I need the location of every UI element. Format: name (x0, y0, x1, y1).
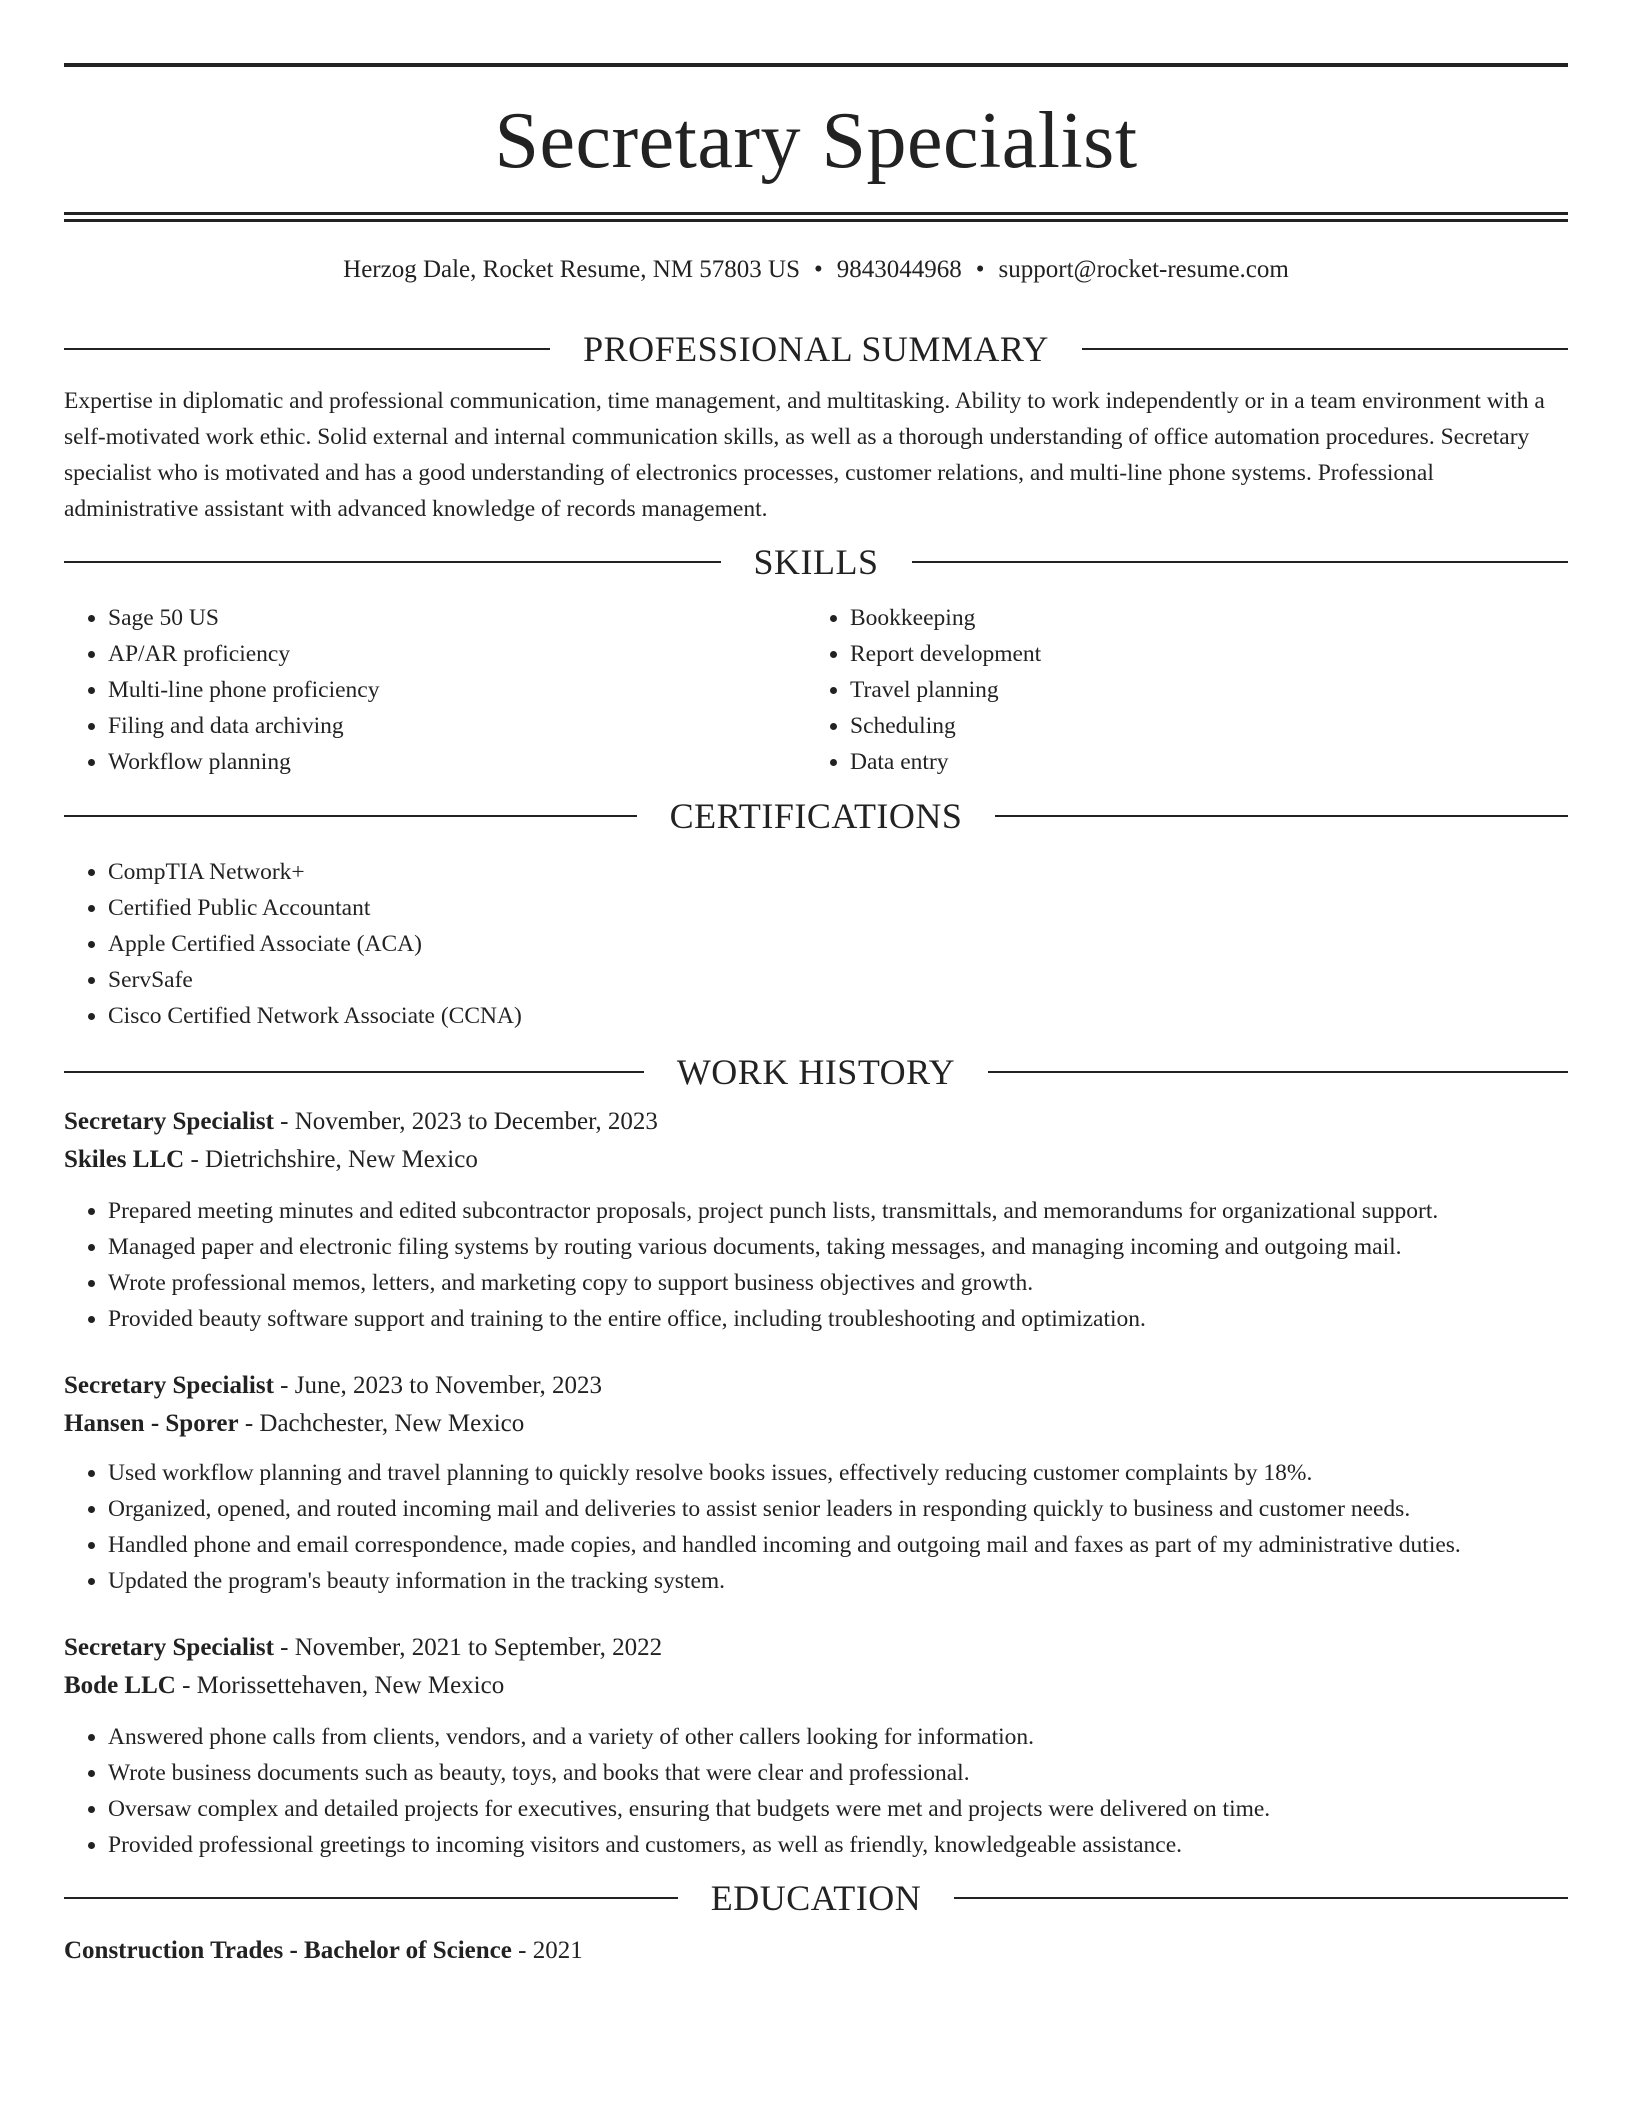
skill-item: • Bookkeeping (850, 600, 1548, 636)
job-bullet: • Used workflow planning and travel planning to quickly resolve books issues, effectively reducing customer complaints by 18%. (108, 1455, 1568, 1491)
job-bullets (64, 1455, 1568, 1599)
job-bullet: • Prepared meeting minutes and edited subcontractor proposals, project punch lists, transmittals, and memorandums for organizational support. (108, 1193, 1568, 1229)
summary-text: Expertise in diplomatic and professional communication, time management, and multitasking. Ability to work independently or in a team environment with a self-motivated work ethic. Solid external and internal communication skills, as well as a thorough understanding of office automation procedures. Secretary specialist who is motivated and has a good understanding of electronics processes, customer relations, and multi-line phone systems. Professional administrative assistant with advanced knowledge of records management. (64, 388, 1545, 522)
skill-item: • Scheduling (850, 708, 1548, 744)
job-title-line: Secretary Specialist - June, 2023 to November, 2023 (64, 1372, 603, 1399)
job-bullet: • Updated the program's beauty information in the tracking system. (108, 1563, 1568, 1599)
job-title: Secretary Specialist (64, 1634, 274, 1661)
skill-item: • Workflow planning (108, 744, 806, 780)
section-heading-skills (64, 542, 1568, 582)
job-bullet: • Managed paper and electronic filing systems by routing various documents, taking messages, and managing incoming and outgoing mail. (108, 1229, 1568, 1265)
section-heading-education (64, 1878, 1568, 1918)
section-title-skills: SKILLS (753, 542, 879, 582)
skill-item: • Multi-line phone proficiency (108, 672, 806, 708)
heading-rule (995, 815, 1568, 817)
contact-separator: • (814, 256, 823, 283)
heading-rule (954, 1897, 1568, 1899)
certification-item: • CompTIA Network+ (108, 854, 1568, 890)
job-company: Skiles LLC (64, 1146, 185, 1173)
job-dates: June, 2023 to November, 2023 (294, 1372, 603, 1399)
certification-item: • Apple Certified Associate (ACA) (108, 926, 1568, 962)
job-bullet: • Provided professional greetings to incoming visitors and customers, as well as friendly, knowledgeable assistance. (108, 1827, 1568, 1863)
section-title-education: EDUCATION (710, 1878, 922, 1918)
skill-item: • Travel planning (850, 672, 1548, 708)
contact-phone: 9843044968 (836, 256, 962, 283)
section-heading-summary (64, 329, 1568, 369)
skill-item: • Report development (850, 636, 1548, 672)
education-degree: Construction Trades - Bachelor of Science (64, 1937, 512, 1964)
job-bullet: • Wrote professional memos, letters, and marketing copy to support business objectives and growth. (108, 1265, 1568, 1301)
job-title-line: Secretary Specialist - November, 2023 to December, 2023 (64, 1108, 658, 1135)
job-bullet: • Wrote business documents such as beauty, toys, and books that were clear and professional. (108, 1755, 1568, 1791)
heading-rule (1082, 348, 1568, 350)
heading-rule (64, 561, 721, 563)
job-dates: November, 2021 to September, 2022 (294, 1634, 663, 1661)
heading-rule (64, 1897, 678, 1899)
skills-list-left (64, 600, 806, 780)
heading-rule (988, 1071, 1568, 1073)
job-bullet: • Answered phone calls from clients, vendors, and a variety of other callers looking for information. (108, 1719, 1568, 1755)
skills-columns (64, 600, 1568, 780)
certifications-list (64, 854, 1568, 1034)
job-company-line: Bode LLC - Morissettehaven, New Mexico (64, 1672, 505, 1699)
section-title-work: WORK HISTORY (676, 1052, 956, 1092)
heading-rule (64, 348, 550, 350)
job-company: Hansen - Sporer (64, 1410, 239, 1437)
job-entry (64, 1629, 1568, 1863)
job-bullet: • Handled phone and email correspondence, made copies, and handled incoming and outgoing mail and faxes as part of my administrative duties. (108, 1527, 1568, 1563)
job-company-line: Skiles LLC - Dietrichshire, New Mexico (64, 1146, 478, 1173)
certification-item: • ServSafe (108, 962, 1568, 998)
skill-item: • Sage 50 US (108, 600, 806, 636)
resume-title: Secretary Specialist (494, 97, 1138, 185)
section-heading-certifications (64, 796, 1568, 836)
heading-rule (64, 1071, 644, 1073)
section-heading-work (64, 1052, 1568, 1092)
contact-address: Herzog Dale, Rocket Resume, NM 57803 US (343, 256, 801, 283)
job-dates: November, 2023 to December, 2023 (294, 1108, 658, 1135)
certification-item: • Cisco Certified Network Associate (CCNA) (108, 998, 1568, 1034)
job-bullet: • Oversaw complex and detailed projects for executives, ensuring that budgets were met and projects were delivered on time. (108, 1791, 1568, 1827)
skill-item: • AP/AR proficiency (108, 636, 806, 672)
contact-email: support@rocket-resume.com (998, 256, 1289, 283)
job-location: Dachchester, New Mexico (259, 1410, 525, 1437)
job-bullet: • Organized, opened, and routed incoming mail and deliveries to assist senior leaders in responding quickly to business and customer needs. (108, 1491, 1568, 1527)
skill-item: • Data entry (850, 744, 1548, 780)
title-double-rule (64, 212, 1568, 222)
job-title: Secretary Specialist (64, 1372, 274, 1399)
job-company-line: Hansen - Sporer - Dachchester, New Mexico (64, 1410, 525, 1437)
contact-separator: • (975, 256, 985, 283)
skills-list-right (806, 600, 1548, 780)
education-entry: Construction Trades - Bachelor of Science - 2021 (64, 1937, 583, 1964)
heading-rule (912, 561, 1569, 563)
job-bullets (64, 1193, 1568, 1337)
job-bullet: • Provided beauty software support and training to the entire office, including troubleshooting and optimization. (108, 1301, 1568, 1337)
job-title-line: Secretary Specialist - November, 2021 to September, 2022 (64, 1634, 663, 1661)
heading-rule (64, 815, 637, 817)
job-location: Morissettehaven, New Mexico (196, 1672, 505, 1699)
top-rule (64, 63, 1568, 67)
skill-item: • Filing and data archiving (108, 708, 806, 744)
job-location: Dietrichshire, New Mexico (205, 1146, 478, 1173)
section-title-certifications: CERTIFICATIONS (669, 796, 963, 836)
contact-line (64, 255, 1568, 285)
job-entry (64, 1367, 1568, 1599)
job-entry (64, 1103, 1568, 1337)
section-title-summary: PROFESSIONAL SUMMARY (583, 329, 1049, 369)
education-year: 2021 (532, 1937, 583, 1964)
job-bullets (64, 1719, 1568, 1863)
job-title: Secretary Specialist (64, 1108, 274, 1135)
certification-item: • Certified Public Accountant (108, 890, 1568, 926)
job-company: Bode LLC (64, 1672, 176, 1699)
